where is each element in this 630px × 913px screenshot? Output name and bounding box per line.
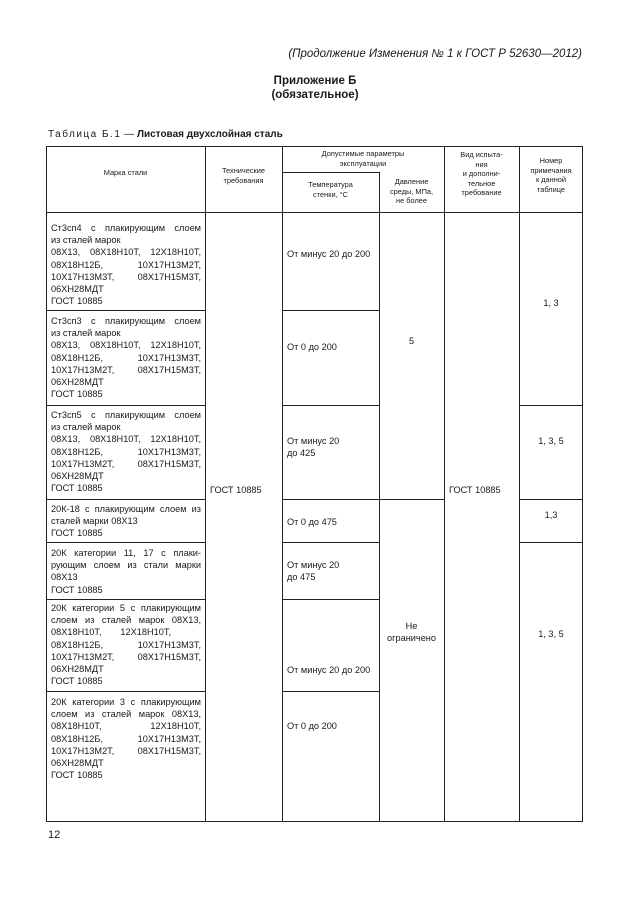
appendix-title: Приложение Б [273,75,357,87]
col-header-test: Вид испыта- ния и дополни- тельное требование [460,150,503,197]
grid-line [46,691,205,692]
pressure-cell-top: 5 [408,336,415,346]
note-cell: 1,3 [544,510,558,520]
col-header-tech-req: Технические требования [221,166,266,185]
col-header-pressure: Давление среды, МПа, не более [389,177,434,205]
grid-line [282,542,379,543]
temperature-cell: От 0 до 200 [287,342,337,352]
temperature-cell: От минус 20 до 200 [287,249,371,259]
col-header-grade: Марка стали [103,168,148,177]
temperature-cell: От 0 до 200 [287,721,337,731]
grid-line [519,405,583,406]
grade-cell: Ст3сп5 с плакирующим слоем из сталей марок 08Х13, 08Х18Н10Т, 12Х18Н10Т, 08Х18Н12Б, 10Х17Н13М3Т, 10Х17Н13М2Т, 08Х17Н15М3Т, 06ХН28МДТ ГОСТ 10885 [51,410,201,494]
continuation-note: (Продолжение Изменения № 1 к ГОСТ Р 52630—2012) [288,48,582,60]
note-cell: 1, 3, 5 [538,436,564,446]
grid-line [379,172,380,822]
grid-line [282,310,379,311]
grid-line [282,146,283,822]
table-caption [48,129,283,140]
grid-line [46,599,205,600]
note-cell: 1, 3 [543,298,559,308]
grade-cell: Ст3сп4 с плакирующим слоем из сталей марок 08Х13, 08Х18Н10Т, 12Х18Н10Т, 08Х18Н12Б, 10Х17Н13М2Т, 10Х17Н13М3Т, 08Х17Н15М3Т, 06ХН28МДТ ГОСТ 10885 [51,223,201,307]
grid-line [519,499,583,500]
grade-cell: 20К категории 11, 17 с плаки- рующим слоем из стали марки 08Х13 ГОСТ 10885 [51,548,201,595]
grid-line [282,691,379,692]
grade-cell: 20К категории 5 с плакирующим слоем из сталей марок 08Х13, 08Х18Н10Т, 12Х18Н10Т, 08Х18Н12Б, 10Х17Н13М3Т, 10Х17Н13М2Т, 08Х17Н15М3Т, 06ХН28МДТ ГОСТ 10885 [51,603,201,687]
grade-cell: 20К-18 с плакирующим слоем из сталей марки 08Х13 ГОСТ 10885 [51,504,201,539]
grid-line [282,405,379,406]
table-caption-name: Листовая двухслойная сталь [136,129,283,140]
table-caption-dash: — [121,129,137,140]
grid-line [205,146,206,822]
temperature-cell: От 0 до 475 [287,517,337,527]
grid-line [46,405,205,406]
grid-line [519,146,520,822]
temperature-cell: От минус 20 до 425 [287,436,340,459]
test-cell: ГОСТ 10885 [449,485,501,495]
col-header-note: Номер примечания к данной таблице [530,156,572,194]
note-cell: 1, 3, 5 [538,629,564,639]
table-caption-label: Таблица Б.1 [48,129,122,140]
col-header-params: Допустимые параметры эксплуатации [321,149,405,168]
grid-line [282,172,379,173]
temperature-cell: От минус 20 до 475 [287,560,340,583]
grid-line [46,542,205,543]
grid-line [519,542,583,543]
grade-cell: 20К категории 3 с плакирующим слоем из сталей марок 08Х13, 08Х18Н10Т, 12Х18Н10Т, 08Х18Н12Б, 10Х17Н13М3Т, 10Х17Н13М2Т, 08Х17Н15М3Т, 06ХН28МДТ ГОСТ 10885 [51,697,201,781]
grid-line [444,146,445,822]
grade-cell: Ст3сп3 с плакирующим слоем из сталей марок 08Х13, 08Х18Н10Т, 12Х18Н10Т, 08Х18Н12Б, 10Х17Н13М3Т, 10Х17Н13М2Т, 08Х17Н15М3Т, 06ХН28МДТ ГОСТ 10885 [51,316,201,400]
grid-line [282,499,444,500]
temperature-cell: От минус 20 до 200 [287,665,371,675]
grid-line [282,599,379,600]
col-header-temperature: Температура стенки, °С [308,180,353,199]
appendix-heading [0,74,630,102]
tech-req-cell: ГОСТ 10885 [210,485,262,495]
appendix-subtitle: (обязательное) [271,89,359,101]
grid-line [46,499,205,500]
pressure-cell-bottom: Не ограничено [387,621,436,644]
grid-line [46,310,205,311]
page-number: 12 [48,829,61,841]
grid-line [46,212,583,213]
